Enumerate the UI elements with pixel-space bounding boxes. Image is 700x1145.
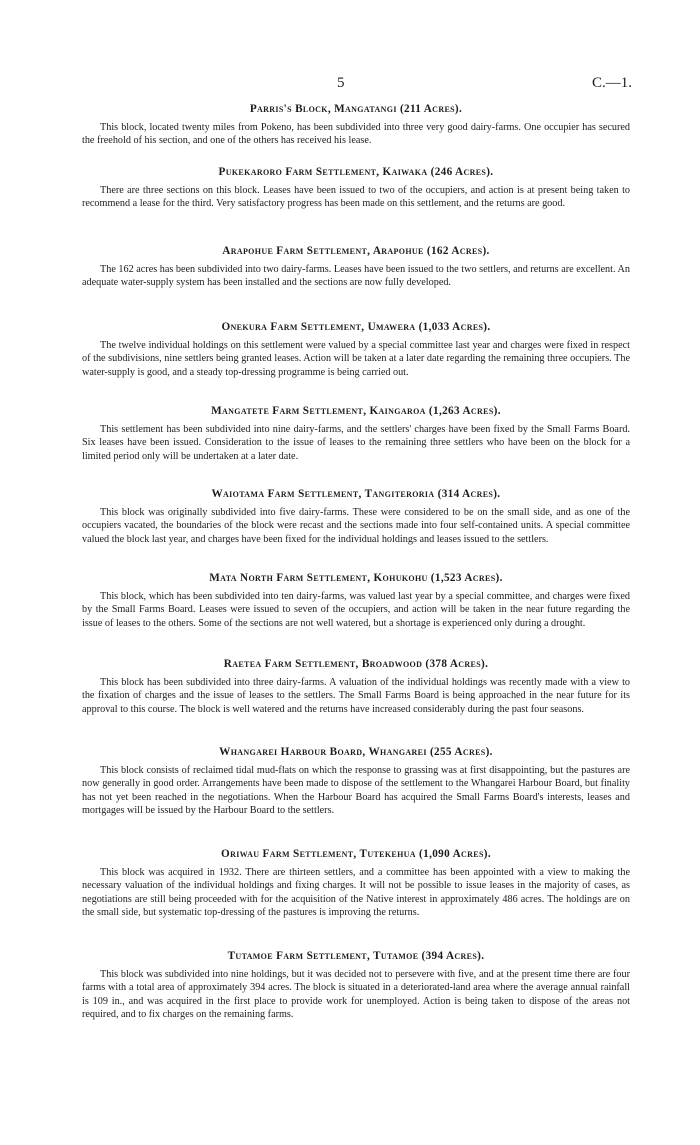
section-body: This block, which has been subdivided into ten dairy-farms, was valued last year by a special committee, and charges were fixed by the Small Farms Board. Leases were issued to seven of the occupiers, and action will be taken in the near future regarding the issue of leases to the others. Some of the sections are not well watered, but a shortage is experienced only during a drought. (82, 591, 630, 629)
section-body: This block consists of reclaimed tidal mud-flats on which the response to grassing was at first disappointing, but the pastures are now generally in good order. Arrangements have been made to dispose of the settlement to the Whangarei Harbour Board, but finality has not yet been reached in the negotiations. When the Harbour Board has acquired the Small Farms Board's interests, leases and mortgages will be issued by the Harbour Board to the settlers. (82, 765, 630, 816)
section-arapohue (82, 245, 630, 290)
section-heading: Parris's Block, Mangatangi (211 Acres). (249, 103, 463, 115)
section-mata-north (82, 572, 630, 630)
section-body: There are three sections on this block. Leases have been issued to two of the occupiers, and action is at present being taken to recommend a lease for the third. Very satisfactory progress has been made on this settlement, and the returns are good. (82, 185, 630, 210)
section-heading: Arapohue Farm Settlement, Arapohue (162 Acres). (222, 245, 490, 257)
section-oriwau (82, 848, 630, 919)
section-body: This block was subdivided into nine holdings, but it was decided not to persevere with five, and at the present time there are four farms with a total area of approximately 394 acres. The block is situated in a deteriorated-land area where the average annual rainfall is 109 in., and was acquired in the first place to provide work for unemployed. Action is being taken to dispose of the areas not required, and to fix charges on the remaining farms. (82, 969, 630, 1020)
section-body: This block was originally subdivided into five dairy-farms. These were considered to be on the small side, and as one of the occupiers vacated, the boundaries of the block were recast and the sections made into four self-contained units. A special committee valued the block last year, and charges have been fixed for the individual holdings and leases issued to the settlers. (82, 507, 630, 545)
section-heading: Tutamoe Farm Settlement, Tutamoe (394 Acres). (227, 950, 485, 962)
section-body: The 162 acres has been subdivided into two dairy-farms. Leases have been issued to the two settlers, and returns are excellent. An adequate water-supply system has been installed and the sections are now fully developed. (82, 264, 630, 289)
document-reference: C.—1. (592, 75, 633, 91)
section-body: This block, located twenty miles from Pokeno, has been subdivided into three very good dairy-farms. One occupier has secured the freehold of his section, and one of the others has received his lease. (82, 122, 630, 147)
section-body: This settlement has been subdivided into nine dairy-farms, and the settlers' charges have been fixed by the Small Farms Board. Six leases have been issued. Consideration to the issue of leases to the remaining three settlers who have been on the block for a limited period only will be undertaken at a later date. (82, 424, 630, 462)
section-body: The twelve individual holdings on this settlement were valued by a special committee last year and charges were fixed in respect of the subdivisions, nine settlers being granted leases. Action will be taken at a later date regarding the remaining three occupiers. The water-supply is good, and a steady top-dressing programme is being carried out. (82, 340, 630, 378)
section-heading: Pukekaroro Farm Settlement, Kaiwaka (246 Acres). (218, 166, 494, 178)
section-whangarei-harbour-board (82, 746, 630, 817)
section-heading: Whangarei Harbour Board, Whangarei (255 Acres). (219, 746, 493, 758)
section-body: This block was acquired in 1932. There are thirteen settlers, and a committee has been appointed with a view to making the necessary valuation of the individual holdings and fixing charges. It will not be possible to issue leases in the majority of cases, as negotiations are still being proceeded with for the acquisition of the Native interest in approximately 486 acres. The holdings are on the small side, but systematic top-dressing of the pastures is improving the returns. (82, 867, 630, 918)
section-heading: Mangatete Farm Settlement, Kaingaroa (1,263 Acres). (211, 405, 501, 417)
section-body: This block has been subdivided into three dairy-farms. A valuation of the individual holdings was recently made with a view to the fixation of charges and the issue of leases to the settlers. The Small Farms Board is being approached in the near future for its approval to this course. The block is well watered and the returns have increased considerably during the past four seasons. (82, 677, 630, 715)
section-raetea (82, 658, 630, 716)
section-heading: Waiotama Farm Settlement, Tangiteroria (314 Acres). (211, 488, 501, 500)
section-tutamoe (82, 950, 630, 1021)
section-heading: Raetea Farm Settlement, Broadwood (378 Acres). (223, 658, 489, 670)
section-mangatete (82, 405, 630, 463)
section-heading: Oriwau Farm Settlement, Tutekehua (1,090 Acres). (221, 848, 491, 860)
section-heading: Onekura Farm Settlement, Umawera (1,033 Acres). (221, 321, 491, 333)
page-number: 5 (337, 75, 345, 91)
section-heading: Mata North Farm Settlement, Kohukohu (1,523 Acres). (209, 572, 503, 584)
section-waiotama (82, 488, 630, 546)
section-pukekaroro (82, 166, 630, 211)
section-onekura (82, 321, 630, 379)
section-parris-block (82, 103, 630, 148)
